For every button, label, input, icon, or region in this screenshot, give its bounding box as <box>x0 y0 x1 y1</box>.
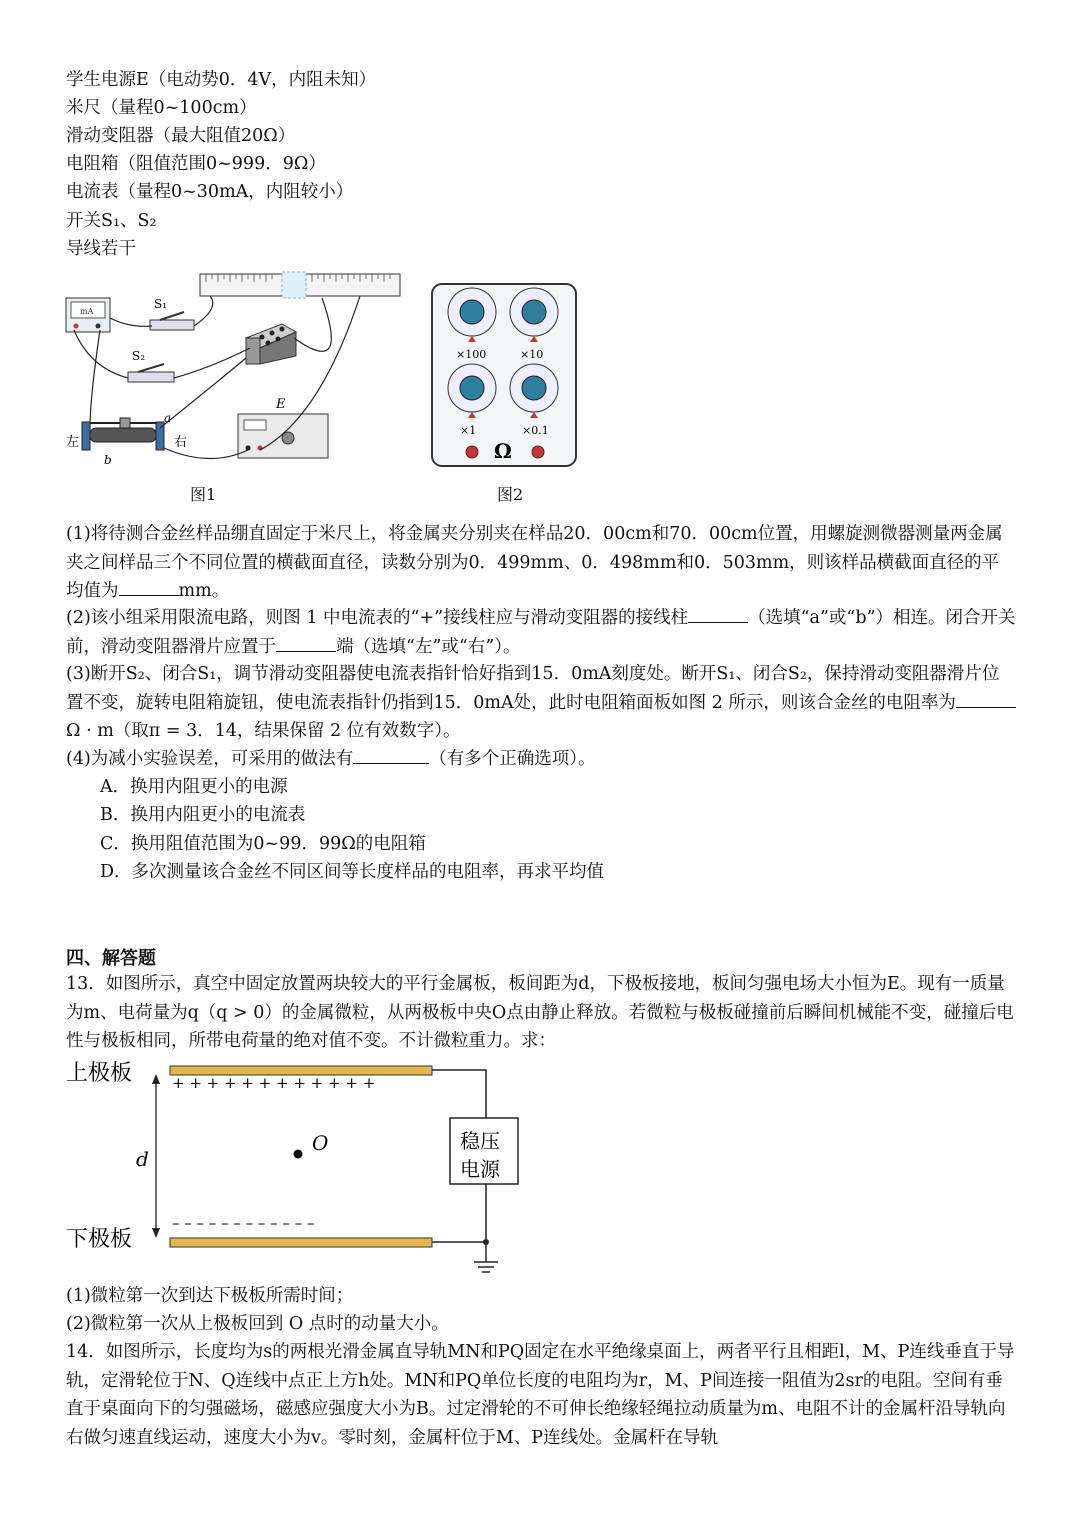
plus-signs: + + + + + + + + + + + + <box>172 1074 376 1092</box>
lower-plate <box>170 1238 432 1247</box>
question-14: 14．如图所示，长度均为s的两根光滑金属直导轨MN和PQ固定在水平绝缘桌面上，两者平行且相距l，M、P连线垂直于导轨，定滑轮位于N、Q连线中点正上方h处。MN和PQ单位长度的电阻均为r，M、P间连接一阻值为2sr的电阻。空间有垂直于桌面向下的匀强磁场，磁感应强度大小为B。过定滑轮的不可伸长绝缘轻绳拉动质量为m、电阻不计的金属杆沿导轨向右做匀速直线运动，速度大小为v。零时刻，金属杆位于M、P连线处。金属杆在导轨 <box>66 1342 1015 1448</box>
ammeter-label: mA <box>80 307 94 316</box>
question-13: 13．如图所示，真空中固定放置两块较大的平行金属板，板间距为d，下极板接地，板间匀强电场大小恒为E。现有一质量为m、电荷量为q（q > 0）的金属微粒，从两极板中央O点由静止释放。若微粒与极板碰撞前后瞬间机械能不变，碰撞后电性与极板相同，所带电荷量的绝对值不变。不计微粒重力。求： <box>66 974 1014 1051</box>
equipment-item: 米尺（量程0~100cm） <box>66 98 257 118</box>
minus-signs: – – – – – – – – – – – – <box>172 1214 315 1232</box>
question-part-2: (2)该小组采用限流电路，则图 1 中电流表的“+”接线柱应与滑动变阻器的接线柱 （选填“a”或“b”）相连。闭合开关前，滑动变阻器滑片应置于 端（选填“左”或“右”）。 <box>66 604 1016 661</box>
question-13-sub-1: (1)微粒第一次到达下极板所需时间； <box>66 1286 354 1306</box>
answer-blank <box>688 604 748 623</box>
mult-100-label: ×100 <box>456 348 487 361</box>
power-supply <box>238 397 328 458</box>
figure-2-caption: 图2 <box>497 485 524 504</box>
e-label: E <box>276 397 286 412</box>
question-part-4: (4)为减小实验误差，可采用的做法有 （有多个正确选项）。 <box>66 745 1016 774</box>
upper-plate-label: 上极板 <box>66 1061 133 1086</box>
option-a: A．换用内阻更小的电源 <box>100 777 288 797</box>
ammeter <box>66 298 110 332</box>
figure-2-resistance-box <box>430 282 578 468</box>
terminal-right <box>532 446 544 458</box>
a-label: a <box>164 411 172 425</box>
equipment-item: 开关S₁、S₂ <box>66 211 157 231</box>
equipment-item: 电流表（量程0~30mA，内阻较小） <box>66 182 354 202</box>
switch-s2 <box>128 349 174 382</box>
meter-stick <box>200 272 400 298</box>
question-part-1: (1)将待测合金丝样品绷直固定于米尺上，将金属夹分别夹在样品20．00cm和70．00cm位置，用螺旋测微器测量两金属夹之间样品三个不同位置的横截面直径，读数分别为0．499mm、0．498mm和0．503mm，则该样品横截面直径的平均值为 mm。 <box>66 524 1003 601</box>
switch-s1 <box>150 297 194 330</box>
b-label: b <box>104 453 112 467</box>
equipment-item: 学生电源E（电动势0．4V，内阻未知） <box>66 70 377 90</box>
question-part-3: (3)断开S₂、闭合S₁，调节滑动变阻器使电流表指针恰好指到15．0mA刻度处。断开S₁、闭合S₂，保持滑动变阻器滑片位置不变，旋转电阻箱旋钮，使电流表指针仍指到15．0mA处，此时电阻箱面板如图 2 所示，则该合金丝的电阻率为Ω · m（取π = 3．14，结果保留 2 位有效数字）。 <box>66 660 1016 746</box>
ground-icon <box>474 1262 498 1272</box>
question-13-sub-2: (2)微粒第一次从上极板回到 O 点时的动量大小。 <box>66 1314 449 1334</box>
d-label: d <box>136 1147 149 1171</box>
left-label: 左 <box>66 435 80 450</box>
mult-10-label: ×10 <box>520 348 544 361</box>
right-label: 右 <box>174 435 188 450</box>
mult-01-label: ×0.1 <box>522 424 549 437</box>
rheostat <box>66 411 187 467</box>
mult-1-label: ×1 <box>460 424 477 437</box>
answer-blank <box>119 577 179 596</box>
figure-1-caption: 图1 <box>190 485 217 504</box>
s2-label: S₂ <box>132 349 146 363</box>
answer-blank <box>276 633 336 652</box>
option-d: D．多次测量该合金丝不同区间等长度样品的电阻率，再求平均值 <box>100 862 605 882</box>
source-label-2: 电源 <box>460 1157 500 1181</box>
o-label: O <box>312 1131 329 1155</box>
equipment-item: 电阻箱（阻值范围0~999．9Ω） <box>66 154 326 174</box>
terminal-left <box>466 446 478 458</box>
lower-plate-label: 下极板 <box>66 1227 133 1252</box>
option-c: C．换用阻值范围为0~99．99Ω的电阻箱 <box>100 834 426 854</box>
omega-symbol: Ω <box>494 439 512 463</box>
equipment-item: 导线若干 <box>66 239 136 259</box>
figure-1-circuit <box>60 268 410 478</box>
section-heading: 四、解答题 <box>66 948 156 969</box>
s1-label: S₁ <box>154 297 168 311</box>
answer-blank <box>956 689 1016 708</box>
point-o <box>294 1150 303 1159</box>
option-b: B．换用内阻更小的电流表 <box>100 805 306 825</box>
resistance-box-small <box>246 324 296 364</box>
equipment-item: 滑动变阻器（最大阻值20Ω） <box>66 126 296 146</box>
figure-capacitor <box>60 1056 540 1286</box>
answer-blank <box>353 745 429 764</box>
source-label-1: 稳压 <box>460 1129 500 1153</box>
